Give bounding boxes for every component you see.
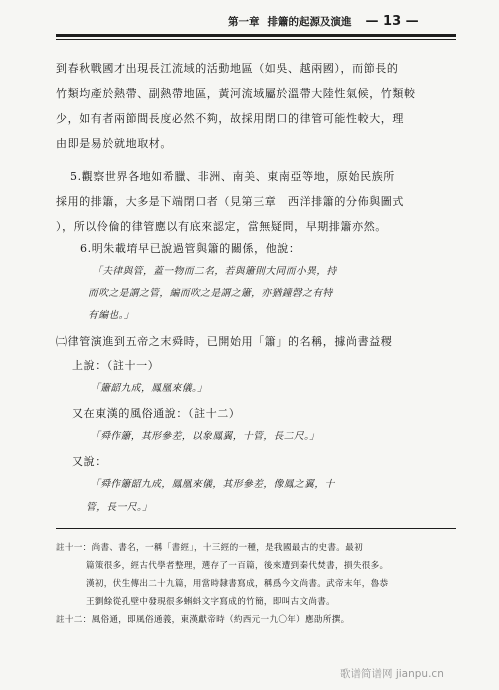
- site-watermark: 歌谱简谱网 jianpu.cn: [340, 668, 444, 680]
- footnote-divider: [56, 528, 456, 529]
- body-line-11: 又在東漢的風俗通說：（註十二）: [72, 407, 241, 420]
- body-line-12: 又說：: [72, 455, 107, 468]
- body-line-5: 5.觀察世界各地如希臘、非洲、南美、東南亞等地，原始民族所: [70, 170, 395, 183]
- footnote-11-line-3: 漢初，伏生傳出二十九篇，用當時隸書寫成，稱爲今文尚書。武帝末年，魯恭: [86, 579, 389, 589]
- running-header: [228, 10, 468, 32]
- body-line-4: 由即是易於就地取材。: [56, 137, 172, 150]
- quote-line-5: 「舜作簫，其形參差，以象鳳翼，十管，長二尺。」: [90, 431, 320, 442]
- footnote-11-line-1: 註十一：尚書、書名，一稱「書經」，十三經的一種，是我國最古的史書。最初: [56, 543, 363, 553]
- quote-line-2: 而吹之是謂之管，編而吹之是謂之簫，亦猶鐘磬之有特: [88, 288, 333, 299]
- body-line-3: 少，如有者兩節間長度必然不夠，故採用閉口的律管可能性較大，理: [56, 112, 404, 125]
- quote-line-6: 「舜作簫韶九成，鳳凰來儀，其形參差，像鳳之翼，十: [90, 479, 335, 490]
- body-line-7: ），所以伶倫的律管應以有底來認定，當無疑問，早期排簫亦然。: [56, 220, 387, 233]
- quote-line-4: 「簫韶九成，鳳凰來儀。」: [90, 383, 208, 394]
- footnote-12: 註十二：風俗通，即風俗通義，東漢獻帝時（約西元一九〇年）應劭所撰。: [56, 615, 350, 625]
- header-rule-thick: [56, 34, 456, 37]
- page-number: — 13 —: [365, 13, 419, 29]
- footnote-11-line-2: 篇策很多，經古代學者整理，選存了一百篇，後來遭到秦代焚書，損失很多。: [86, 561, 389, 571]
- body-line-2: 竹類均產於熱帶、副熱帶地區，黃河流域屬於溫帶大陸性氣候，竹類較: [56, 87, 416, 100]
- body-line-8: 6.明朱載堉早已說過管與簫的關係，他說：: [80, 242, 301, 255]
- quote-line-7: 管，長一尺。」: [86, 502, 153, 513]
- body-line-10: 上說：（註十一）: [72, 359, 160, 372]
- header-rule-thin: [56, 39, 456, 40]
- chapter-label: 第一章: [228, 15, 260, 28]
- body-line-6: 採用的排簫，大多是下端閉口者（見第三章 西洋排簫的分佈與圖式: [56, 195, 404, 208]
- quote-line-3: 有編也。」: [88, 310, 135, 321]
- quote-line-1: 「夫律與管，蓋一物而二名，若與簫則大同而小異，持: [92, 266, 337, 277]
- body-line-1: 到春秋戰國才出現長江流域的活動地區（如吳、越兩國），而節長的: [56, 62, 399, 75]
- body-line-9: ㈡律管演進到五帝之末舜時，已開始用「簫」的名稱，據尚書益稷: [56, 335, 393, 348]
- footnote-11-line-4: 王劉餘從孔壁中發現很多蝌蚪文字寫成的竹簡，即叫古文尚書。: [86, 597, 336, 607]
- chapter-title: 排簫的起源及演進: [267, 15, 352, 28]
